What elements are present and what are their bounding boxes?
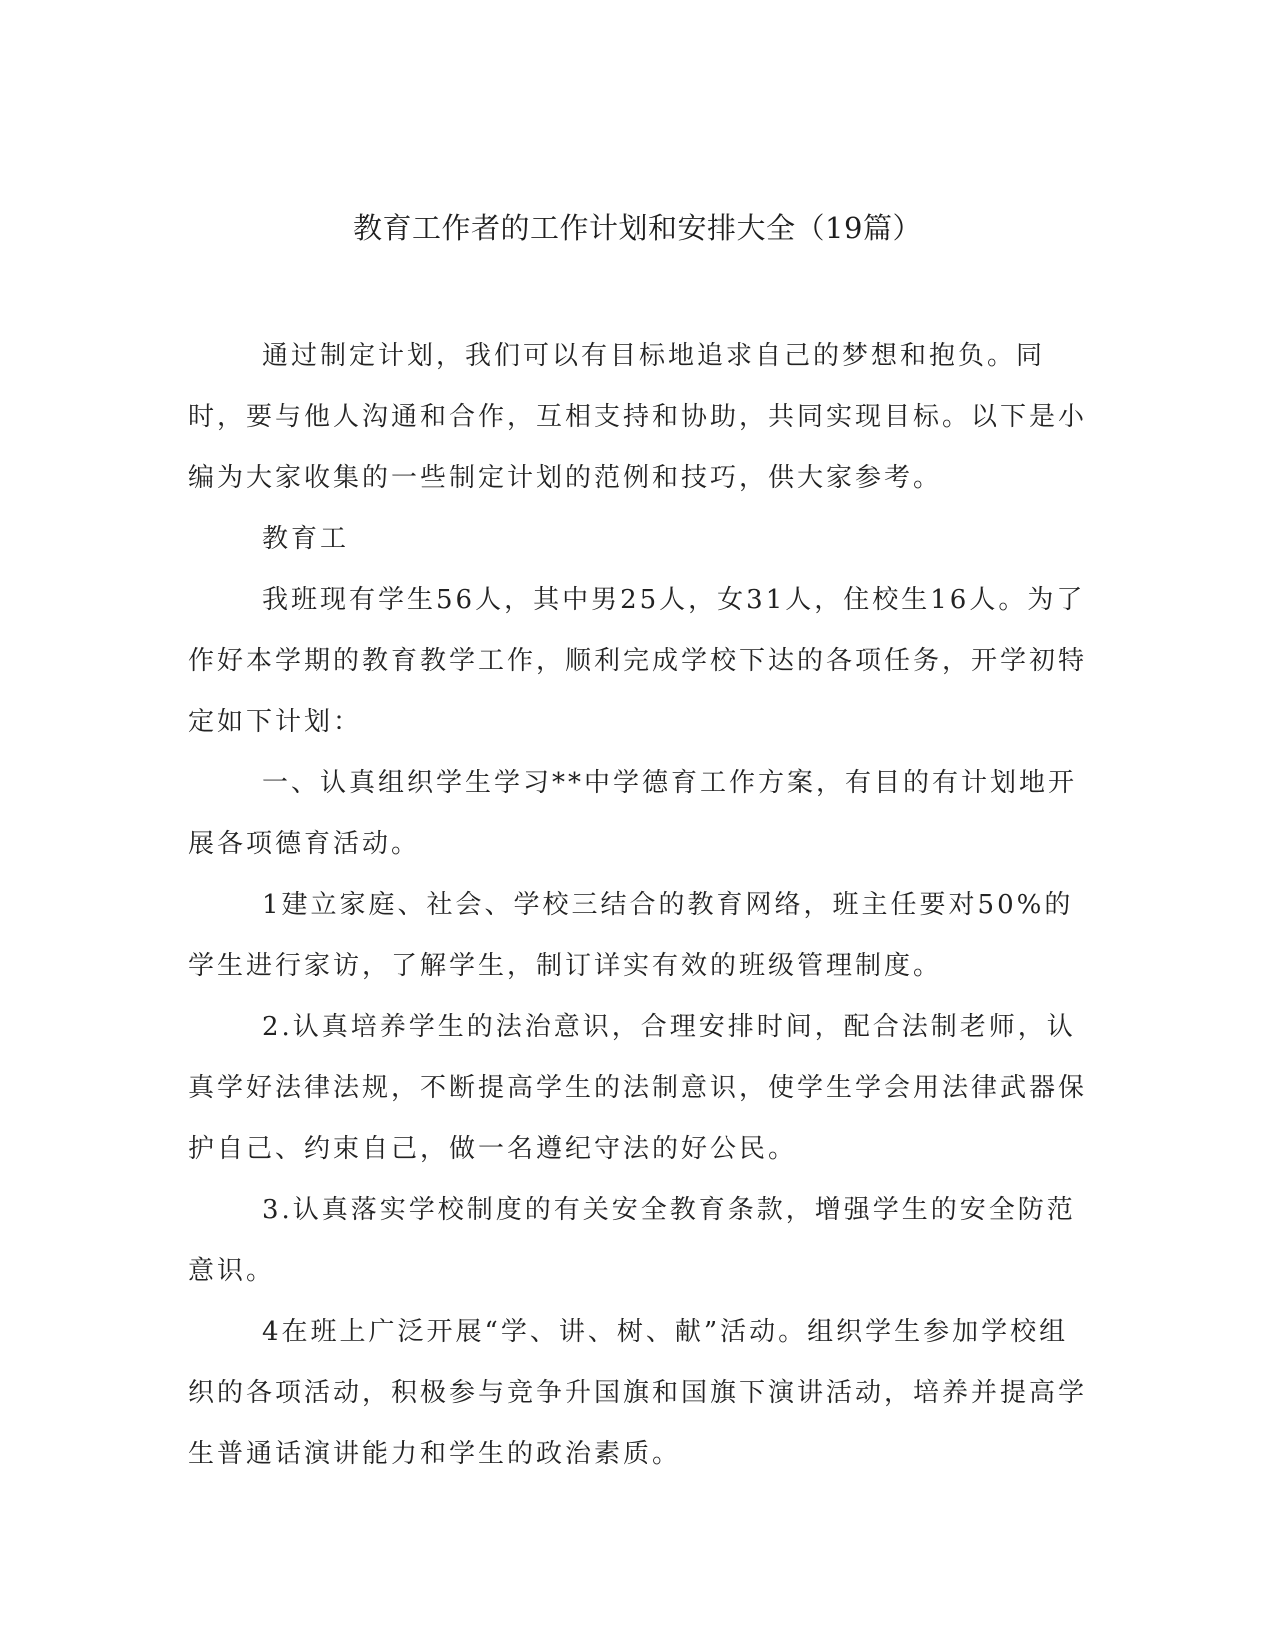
paragraph-section-heading: 教育工 [262, 524, 350, 554]
paragraph-point-4: 4在班上广泛开展“学、讲、树、献”活动。组织学生参加学校组织的各项活动，积极参与竞争升国旗和国旗下演讲活动，培养并提高学生普通话演讲能力和学生的政治素质。 [188, 1317, 1088, 1469]
document-body [188, 326, 1088, 1485]
paragraph-point-2: 2.认真培养学生的法治意识，合理安排时间，配合法制老师，认真学好法律法规，不断提高学生的法制意识，使学生学会用法律武器保护自己、约束自己，做一名遵纪守法的好公民。 [188, 1012, 1088, 1164]
paragraph-point-3: 3.认真落实学校制度的有关安全教育条款，增强学生的安全防范意识。 [188, 1195, 1076, 1286]
paragraph-intro: 通过制定计划，我们可以有目标地追求自己的梦想和抱负。同时，要与他人沟通和合作，互相支持和协助，共同实现目标。以下是小编为大家收集的一些制定计划的范例和技巧，供大家参考。 [188, 341, 1088, 493]
paragraph-point-1: 1建立家庭、社会、学校三结合的教育网络，班主任要对50%的学生进行家访，了解学生，制订详实有效的班级管理制度。 [188, 890, 1074, 981]
paragraph-class-overview: 我班现有学生56人，其中男25人，女31人，住校生16人。为了作好本学期的教育教学工作，顺利完成学校下达的各项任务，开学初特定如下计划： [188, 585, 1088, 737]
document-title: 教育工作者的工作计划和安排大全（19篇） [353, 211, 922, 245]
paragraph-item-one: 一、认真组织学生学习**中学德育工作方案，有目的有计划地开展各项德育活动。 [188, 768, 1078, 859]
